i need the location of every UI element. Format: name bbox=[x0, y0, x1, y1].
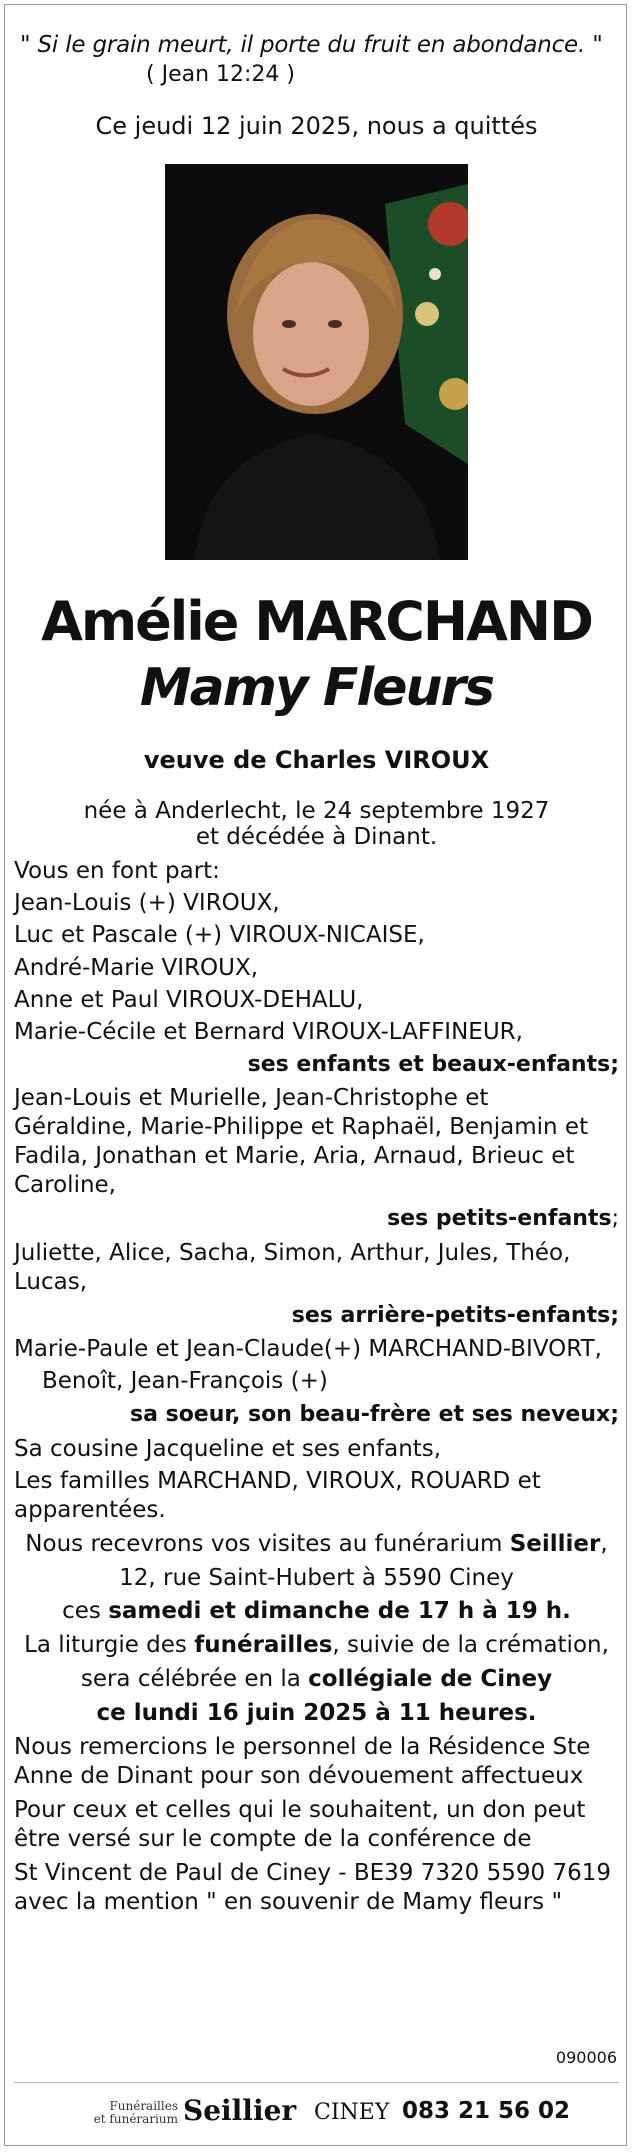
child-entry: Anne et Paul VIROUX-DEHALU, bbox=[14, 987, 364, 1013]
great-grandchildren-line: Lucas, bbox=[14, 1269, 88, 1295]
thanks-line: Anne de Dinant pour son dévouement affectueux bbox=[14, 1763, 584, 1789]
visits-schedule-time: samedi et dimanche de 17 h à 19 h. bbox=[108, 1598, 571, 1624]
funeral-home-city: CINEY bbox=[314, 2100, 390, 2125]
liturgy-church: collégiale de Ciney bbox=[308, 1666, 553, 1692]
deceased-nickname: Mamy Fleurs bbox=[139, 658, 494, 718]
visits-schedule-prefix: ces bbox=[62, 1598, 109, 1624]
funeral-home-phone: 083 21 56 02 bbox=[402, 2098, 571, 2124]
donation-line: avec la mention " en souvenir de Mamy fleurs " bbox=[14, 1889, 563, 1915]
bible-quote-reference: ( Jean 12:24 ) bbox=[146, 62, 295, 87]
footer-divider bbox=[14, 2082, 619, 2083]
grandchildren-line: Jean-Louis et Murielle, Jean-Christophe et bbox=[14, 1085, 489, 1111]
donation-line: être versé sur le compte de la conférence de bbox=[14, 1826, 532, 1852]
great-grandchildren-label: ses arrière-petits-enfants; bbox=[291, 1303, 619, 1328]
grandchildren-line: Fadila, Jonathan et Marie, Aria, Arnaud, Brieuc et bbox=[14, 1143, 575, 1169]
liturgy-cremation: , suivie de la crémation, bbox=[332, 1632, 609, 1658]
liturgy-place bbox=[0, 1666, 633, 1692]
funeral-home-brand: Seillier bbox=[183, 2094, 297, 2127]
sister-entry: Marie-Paule et Jean-Claude(+) MARCHAND-BIVORT, bbox=[14, 1336, 602, 1362]
donation-line: St Vincent de Paul de Ciney - BE39 7320 5590 7619 bbox=[14, 1860, 611, 1886]
liturgy-line bbox=[0, 1632, 633, 1658]
death-info: et décédée à Dinant. bbox=[195, 824, 438, 850]
grandchildren-line: Caroline, bbox=[14, 1172, 116, 1198]
visits-text: Nous recevrons vos visites au funérarium bbox=[25, 1531, 510, 1557]
liturgy-date: ce lundi 16 juin 2025 à 11 heures. bbox=[96, 1700, 537, 1726]
visits-line bbox=[0, 1531, 633, 1557]
nephews-entry: Benoît, Jean-François (+) bbox=[42, 1368, 328, 1394]
birth-info: née à Anderlecht, le 24 septembre 1927 bbox=[83, 798, 550, 824]
liturgy-place-prefix: sera célébrée en la bbox=[80, 1666, 309, 1692]
families-line: Les familles MARCHAND, VIROUX, ROUARD et bbox=[14, 1468, 541, 1494]
funeral-home-name: Seillier bbox=[509, 1531, 601, 1557]
thanks-line: Nous remercions le personnel de la Résidence Ste bbox=[14, 1734, 591, 1760]
grandchildren-label-text: ses petits-enfants bbox=[387, 1206, 612, 1231]
grandchildren-label-punct: ; bbox=[611, 1206, 619, 1231]
grandchildren-line: Géraldine, Marie-Philippe et Raphaël, Benjamin et bbox=[14, 1114, 589, 1140]
death-announcement-intro: Ce jeudi 12 juin 2025, nous a quittés bbox=[95, 112, 538, 140]
visits-schedule bbox=[0, 1598, 633, 1624]
great-grandchildren-line: Juliette, Alice, Sacha, Simon, Arthur, Jules, Théo, bbox=[14, 1240, 571, 1266]
funeral-home-tagline bbox=[86, 2100, 178, 2126]
donation-line: Pour ceux et celles qui le souhaitent, un don peut bbox=[14, 1797, 586, 1823]
portrait-illustration bbox=[165, 164, 468, 560]
liturgy-funerailles: funérailles bbox=[194, 1632, 333, 1658]
child-entry: Marie-Cécile et Bernard VIROUX-LAFFINEUR, bbox=[14, 1019, 523, 1045]
visits-punct: , bbox=[600, 1531, 608, 1557]
funeral-home-address: 12, rue Saint-Hubert à 5590 Ciney bbox=[119, 1565, 514, 1591]
grandchildren-label bbox=[387, 1206, 619, 1231]
cousin-entry: Sa cousine Jacqueline et ses enfants, bbox=[14, 1436, 442, 1462]
child-entry: Luc et Pascale (+) VIROUX-NICAISE, bbox=[14, 922, 425, 948]
tagline-line1: Funérailles bbox=[109, 2099, 178, 2113]
family-intro: Vous en font part: bbox=[14, 858, 220, 884]
widow-of: veuve de Charles VIROUX bbox=[143, 746, 490, 774]
families-line: apparentées. bbox=[14, 1497, 166, 1523]
tagline-line2: et funérarium bbox=[93, 2112, 178, 2126]
reference-number: 090006 bbox=[555, 2048, 617, 2067]
funeral-home-footer bbox=[0, 2092, 633, 2132]
deceased-name: Amélie MARCHAND bbox=[41, 590, 592, 653]
bible-quote: " Si le grain meurt, il porte du fruit en abondance. " bbox=[20, 32, 603, 58]
portrait-photo bbox=[165, 164, 468, 560]
liturgy-text: La liturgie des bbox=[24, 1632, 195, 1658]
children-label: ses enfants et beaux-enfants; bbox=[247, 1052, 619, 1077]
child-entry: André-Marie VIROUX, bbox=[14, 955, 259, 981]
sister-label: sa soeur, son beau-frère et ses neveux; bbox=[130, 1402, 619, 1427]
child-entry: Jean-Louis (+) VIROUX, bbox=[14, 890, 280, 916]
